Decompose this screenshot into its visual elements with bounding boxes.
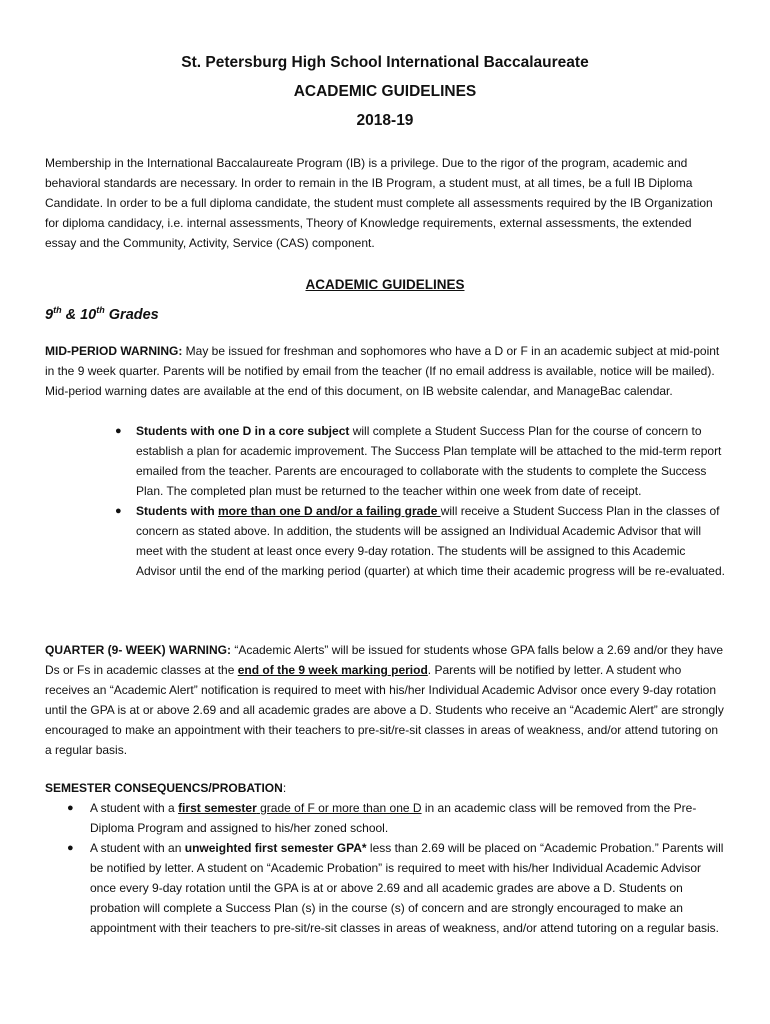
semester-heading: SEMESTER CONSEQUENCS/PROBATION:: [45, 781, 287, 795]
bullet-dot: ●: [67, 842, 74, 854]
section-heading: ACADEMIC GUIDELINES: [305, 277, 465, 292]
school-year: 2018-19: [356, 112, 414, 129]
intro-paragraph: Membership in the International Baccalaureate Program (IB) is a privilege. Due to the rigor of the program, academic and behavioral standards are necessary. In order to remain in the IB Program, a student must, at all times, be a full IB Diploma Candidate. In order to be a full diploma candidate, the student must complete all assessments required by the IB Organization for diploma candidacy, i.e. internal assessments, Theory of Knowledge requirements, external assessments, the extended essay and the Community, Activity, Service (CAS) component.: [45, 156, 713, 250]
quarter-warning: QUARTER (9- WEEK) WARNING: “Academic Alerts” will be issued for students whose GPA falls below a 2.69 and/or they have Ds or Fs in academic classes at the end of the 9 week marking period. Parents will be notified by letter. A student who receives an “Academic Alert” notification is required to meet with his/her Individual Academic Advisor once every 9-day rotation until the GPA is at or above 2.69 and all academic grades are above a D. Students who receive an “Academic Alert” are strongly encouraged to make an appointment with their teachers to pre-sit/re-sit classes in areas of weakness, and/or attend tutoring on a regular basis.: [45, 643, 724, 757]
bullet-dot: ●: [115, 505, 122, 517]
document-header: [0, 48, 770, 135]
bullet-dot: ●: [67, 802, 74, 814]
mid-period-label: MID-PERIOD WARNING:: [45, 344, 183, 358]
list-item: ● A student with an unweighted first semester GPA* less than 2.69 will be placed on “Academic Probation.” Parents will be notified by letter. A student on “Academic Probation” is required to meet with his/her Individual Academic Advisor once every 9-day rotation until the GPA is at or above 2.69 and all academic grades are above a D. Students on probation will complete a Success Plan (s) in the course (s) of concern and are strongly encouraged to make an appointment with their teachers to pre-sit/re-sit classes in areas of weakness, and/or attend tutoring on a regular basis.: [90, 838, 726, 938]
list-item: ● A student with a first semester grade of F or more than one D in an academic class will be removed from the Pre-Diploma Program and assigned to his/her zoned school.: [90, 798, 726, 838]
quarter-label: QUARTER (9- WEEK) WARNING:: [45, 643, 231, 657]
document-title: ACADEMIC GUIDELINES: [293, 83, 477, 100]
mid-period-warning: [45, 341, 725, 401]
mid-period-bullets: [115, 421, 726, 581]
school-title: St. Petersburg High School International Baccalaureate: [181, 54, 589, 71]
list-item: ● Students with more than one D and/or a failing grade will receive a Student Success Plan in the classes of concern as stated above. In addition, the students will be assigned an Individual Academic Advisor that will meet with the student at least once every 9-day rotation. The students will be assigned to this Academic Advisor until the end of the marking period (quarter) at which time their academic progress will be re-evaluated.: [136, 501, 726, 581]
mid-period-text: May be issued for freshman and sophomores who have a D or F in an academic subject at mid-point in the 9 week quarter. Parents will be notified by email from the teacher (If no email address is available, notice will be mailed). Mid-period warning dates are available at the end of this document, on IB website calendar, and ManageBac calendar.: [45, 344, 720, 398]
list-item: ● Students with one D in a core subject will complete a Student Success Plan for the course of concern to establish a plan for academic improvement. The Success Plan template will be attached to the mid-term report emailed from the teacher. Parents are encouraged to collaborate with the students to complete the Success Plan. The completed plan must be returned to the teacher within one week from date of receipt.: [136, 421, 726, 501]
bullet-dot: ●: [115, 425, 122, 437]
semester-bullets: [67, 798, 726, 938]
grades-heading: 9th & 10th Grades: [45, 305, 159, 323]
